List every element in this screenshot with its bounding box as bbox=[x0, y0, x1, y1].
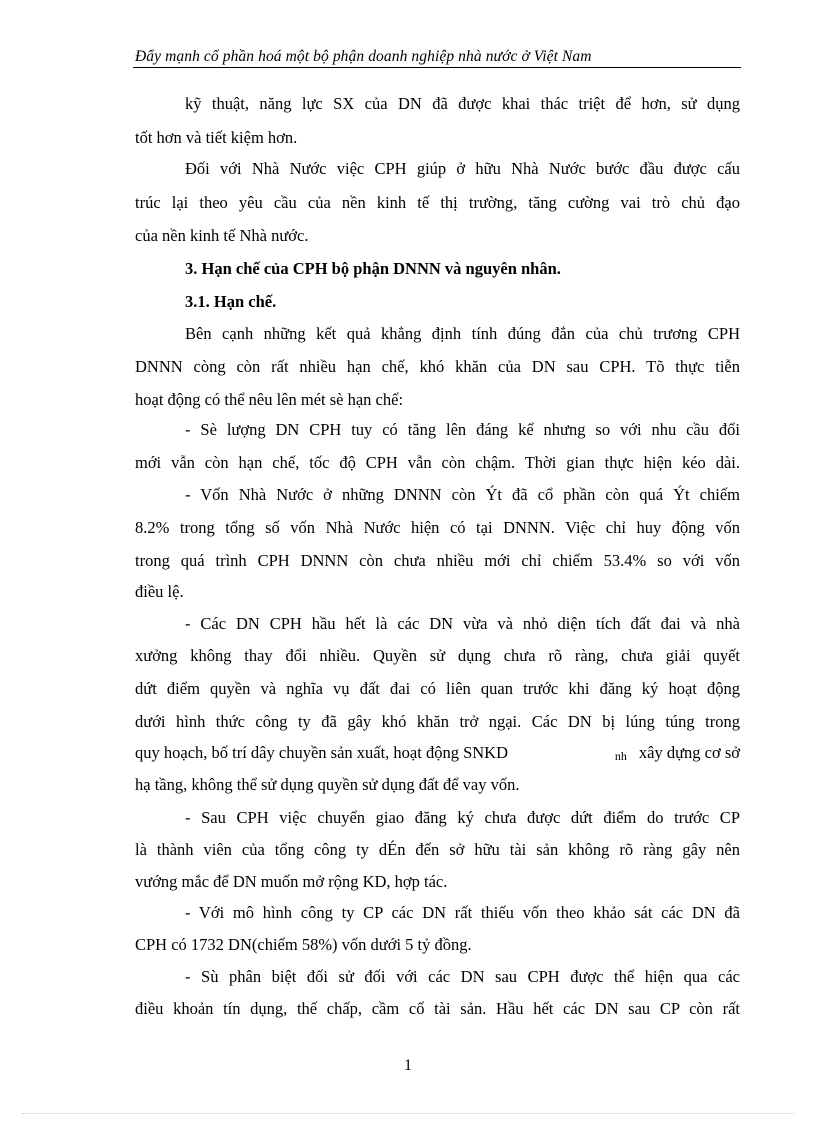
bullet-line: - Các DN CPH hầu hết là các DN vừa và nhỏ diện tích đất đai và nhà bbox=[185, 614, 740, 633]
text-segment: xây dựng cơ sở bbox=[638, 743, 740, 762]
text-line: CPH có 1732 DN(chiếm 58%) vốn dưới 5 tỷ đồng. bbox=[135, 935, 472, 954]
text-line: 8.2% trong tổng số vốn Nhà Nước hiện có tại DNNN. Việc chỉ huy động vốn bbox=[135, 518, 740, 537]
text-line: Đối với Nhà Nước việc CPH giúp ở hữu Nhà Nước bước đầu được cấu bbox=[185, 159, 740, 178]
bullet-line: - Với mô hình công ty CP các DN rất thiếu vốn theo khảo sát các DN đã bbox=[185, 903, 740, 922]
text-line: xưởng không thay đổi nhiều. Quyền sử dụng chưa rõ ràng, chưa giải quyết bbox=[135, 646, 740, 665]
text-line: của nền kinh tế Nhà nước. bbox=[135, 226, 309, 245]
text-line: trong quá trình CPH DNNN còn chưa nhiều mới chỉ chiếm 53.4% so với vốn bbox=[135, 551, 740, 570]
subsection-heading: 3.1. Hạn chế. bbox=[185, 292, 277, 311]
text-line bbox=[135, 743, 740, 763]
page-bottom-divider bbox=[22, 1113, 794, 1114]
text-line: Bên cạnh những kết quả khẳng định tính đúng đắn của chủ trương CPH bbox=[185, 324, 740, 343]
text-line: kỹ thuật, năng lực SX của DN đã được khai thác triệt để hơn, sử dụng bbox=[185, 94, 740, 113]
text-line: điều khoản tín dụng, thế chấp, cầm cố tài sản. Hầu hết các DN sau CP còn rất bbox=[135, 999, 740, 1018]
page-number: 1 bbox=[404, 1057, 412, 1074]
text-line: DNNN còng còn rất nhiều hạn chế, khó khăn của DN sau CPH. Tõ thực tiễn bbox=[135, 357, 740, 376]
text-line: là thành viên của tổng công ty dÉn đến sở hữu tài sản không rõ ràng gây nên bbox=[135, 840, 740, 859]
header-rule bbox=[133, 67, 741, 68]
text-segment-group bbox=[615, 743, 740, 763]
text-line: hạ tầng, không thể sử dụng quyền sử dụng đất để vay vốn. bbox=[135, 775, 520, 794]
text-line: mới vẫn còn hạn chế, tốc độ CPH vẫn còn chậm. Thời gian thực hiện kéo dài. bbox=[135, 453, 740, 472]
text-line: dưới hình thức công ty đã gây khó khăn trở ngại. Các DN bị lúng túng trong bbox=[135, 712, 740, 731]
text-line: tốt hơn và tiết kiệm hơn. bbox=[135, 128, 298, 147]
running-header-title: Đẩy mạnh cổ phần hoá một bộ phận doanh nghiệp nhà nước ở Việt Nam bbox=[135, 48, 592, 65]
section-heading: 3. Hạn chế của CPH bộ phận DNNN và nguyên nhân. bbox=[185, 259, 561, 278]
text-line: trúc lại theo yêu cầu của nền kinh tế thị trường, tăng cường vai trò chủ đạo bbox=[135, 193, 740, 212]
bullet-line: - Sè lượng DN CPH tuy có tăng lên đáng kể nhưng so với nhu cầu đổi bbox=[185, 420, 740, 439]
text-line: hoạt động có thể nêu lên mét sè hạn chế: bbox=[135, 390, 404, 409]
bullet-line: - Sau CPH việc chuyển giao đăng ký chưa được dứt điểm do trước CP bbox=[185, 808, 740, 827]
bullet-line: - Vốn Nhà Nước ở những DNNN còn Ýt đã cổ phần còn quá Ýt chiếm bbox=[185, 485, 740, 504]
text-line: vướng mắc để DN muốn mở rộng KD, hợp tác. bbox=[135, 872, 448, 891]
text-line: dứt điểm quyền và nghĩa vụ đất đai có liên quan trước khi đăng ký hoạt động bbox=[135, 679, 740, 698]
text-segment: quy hoạch, bố trí dây chuyền sản xuất, hoạt động SNKD bbox=[135, 743, 509, 762]
text-line: điều lệ. bbox=[135, 582, 184, 601]
bullet-line: - Sù phân biệt đối sử đối với các DN sau CPH được thể hiện qua các bbox=[185, 967, 740, 986]
subscript-text: nh bbox=[614, 749, 627, 763]
